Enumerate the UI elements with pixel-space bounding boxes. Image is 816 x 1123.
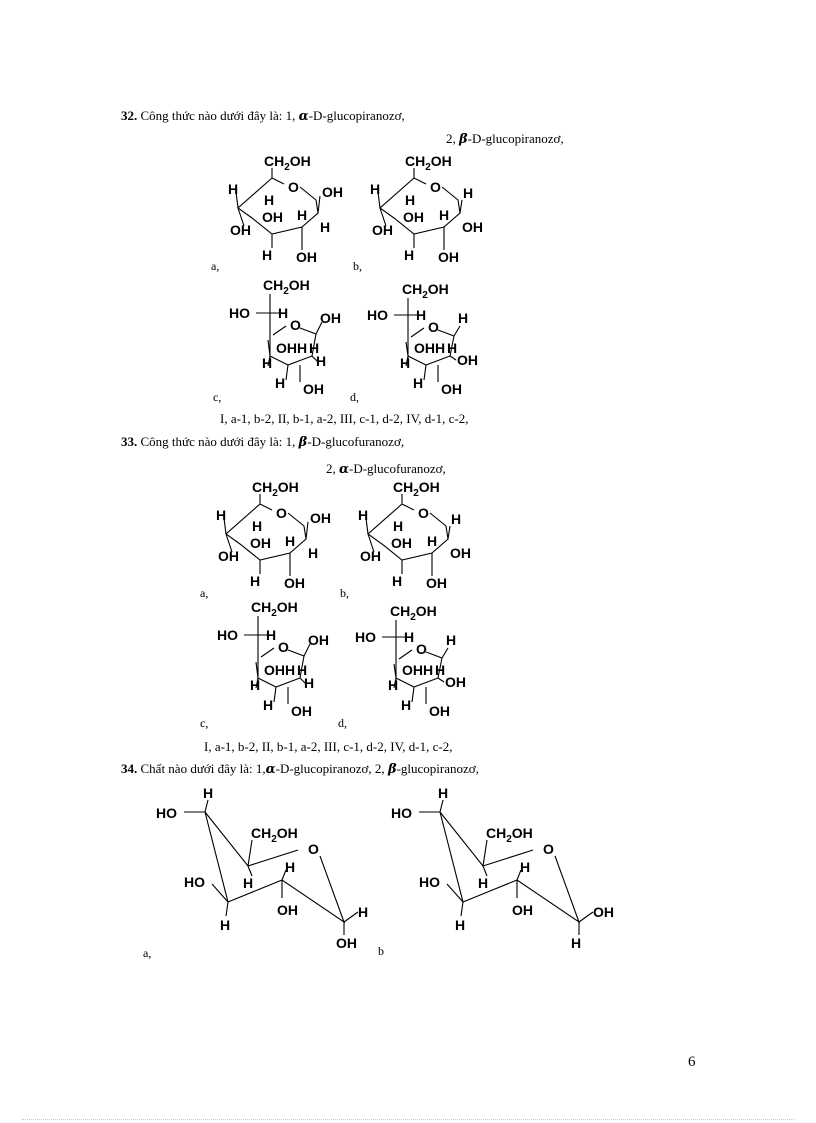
oh-label: OH bbox=[230, 222, 251, 238]
oh-label: OH bbox=[284, 575, 305, 591]
ch2oh-label: $CH_2OH$ bbox=[264, 153, 311, 173]
q33-greek-1: β bbox=[298, 435, 308, 450]
h-label: H bbox=[264, 192, 275, 208]
h-label: H bbox=[220, 917, 231, 933]
oh-label: OH bbox=[360, 548, 381, 564]
oh-label: OH bbox=[445, 674, 466, 690]
h-label: H bbox=[455, 917, 466, 933]
h-label: H bbox=[427, 533, 438, 549]
oh-label: OH bbox=[512, 902, 533, 918]
h-label: H bbox=[358, 507, 369, 523]
h-label: H bbox=[243, 875, 254, 891]
page-number: 6 bbox=[688, 1054, 696, 1070]
h-label: H bbox=[478, 875, 489, 891]
ch2oh-label: $CH_2OH$ bbox=[393, 479, 440, 499]
h-label: H bbox=[309, 340, 320, 356]
ring-oxygen: O bbox=[543, 841, 554, 857]
oh-label: OH bbox=[218, 548, 239, 564]
h-label: H bbox=[285, 533, 296, 549]
footer-divider bbox=[22, 1119, 794, 1120]
oh-label: OH bbox=[391, 535, 412, 551]
h-label: H bbox=[250, 677, 261, 693]
h-label: H bbox=[297, 662, 308, 678]
h-label: H bbox=[458, 310, 469, 326]
h-label: H bbox=[416, 307, 427, 323]
ho-label: HO bbox=[419, 874, 440, 890]
h-label: H bbox=[438, 785, 449, 801]
ring-oxygen: O bbox=[418, 505, 429, 521]
h-label: H bbox=[285, 859, 296, 875]
q32-label-a: a, bbox=[211, 259, 220, 273]
h-label: H bbox=[216, 507, 227, 523]
ring-oxygen: O bbox=[428, 319, 439, 335]
ring-oxygen: O bbox=[276, 505, 287, 521]
h-label: H bbox=[393, 518, 404, 534]
q32-greek-1: α bbox=[298, 109, 309, 124]
h-label: H bbox=[405, 192, 416, 208]
ch2oh-label: $CH_2OH$ bbox=[405, 153, 452, 173]
q32-label-b: b, bbox=[353, 259, 362, 273]
h-label: H bbox=[320, 219, 331, 235]
oh-label: OH bbox=[262, 209, 283, 225]
q33-text-3: 2, bbox=[326, 461, 336, 476]
ch2oh-label: $CH_2OH$ bbox=[251, 599, 298, 619]
q33-text-4: -D-glucofuranozơ, bbox=[349, 461, 446, 476]
q34-label-a: a, bbox=[143, 946, 152, 960]
q33-label-c: c, bbox=[200, 716, 209, 730]
h-label: H bbox=[404, 247, 415, 263]
ring-oxygen: O bbox=[308, 841, 319, 857]
q33-number: 33. bbox=[121, 434, 138, 449]
ch2oh-label: $CH_2OH$ bbox=[486, 825, 533, 845]
h-label: H bbox=[451, 511, 462, 527]
oh-label: OH bbox=[303, 381, 324, 397]
ch2oh-label: $CH_2OH$ bbox=[252, 479, 299, 499]
ho-label: HO bbox=[391, 805, 412, 821]
ring-oxygen: O bbox=[290, 317, 301, 333]
h-label: H bbox=[447, 340, 458, 356]
h-label: H bbox=[316, 353, 327, 369]
h-label: H bbox=[388, 677, 399, 693]
oh-label: OH bbox=[462, 219, 483, 235]
ring-oxygen: O bbox=[288, 179, 299, 195]
oh-label: OH bbox=[429, 703, 450, 719]
q32-greek-2: β bbox=[459, 132, 468, 147]
ch2oh-label: $CH_2OH$ bbox=[402, 281, 449, 301]
q34-text-1: Chất nào dưới đây là: 1, bbox=[140, 761, 266, 776]
q33-label-b: b, bbox=[340, 586, 349, 600]
oh-label: OH bbox=[403, 209, 424, 225]
q32-label-c: c, bbox=[213, 390, 222, 404]
h-label: H bbox=[446, 632, 457, 648]
ch2oh-label: $CH_2OH$ bbox=[251, 825, 298, 845]
h-label: H bbox=[435, 662, 446, 678]
ohh-label: OHH bbox=[414, 340, 446, 356]
oh-label: OH bbox=[426, 575, 447, 591]
oh-label: OH bbox=[457, 352, 478, 368]
h-label: H bbox=[275, 375, 286, 391]
q32-text-1: Công thức nào dưới đây là: 1, bbox=[140, 108, 296, 123]
h-label: H bbox=[252, 518, 263, 534]
oh-label: OH bbox=[320, 310, 341, 326]
q34-greek-1: α bbox=[265, 762, 276, 777]
ho-label: HO bbox=[217, 627, 238, 643]
h-label: H bbox=[278, 305, 289, 321]
ho-label: HO bbox=[229, 305, 250, 321]
h-label: H bbox=[520, 859, 531, 875]
ring-oxygen: O bbox=[430, 179, 441, 195]
q33-label-d: d, bbox=[338, 716, 347, 730]
oh-label: OH bbox=[593, 904, 614, 920]
q32-text-2: -D-glucopiranozơ, bbox=[308, 108, 405, 123]
q32-answers: I, a-1, b-2, II, b-1, a-2, III, c-1, d-2, IV, d-1, c-2, bbox=[220, 411, 469, 426]
ch2oh-label: $CH_2OH$ bbox=[390, 603, 437, 623]
q32-number: 32. bbox=[121, 108, 138, 123]
ring-oxygen: O bbox=[278, 639, 289, 655]
oh-label: OH bbox=[441, 381, 462, 397]
h-label: H bbox=[370, 181, 381, 197]
h-label: H bbox=[358, 904, 369, 920]
oh-label: OH bbox=[296, 249, 317, 265]
q34-label-b: b bbox=[378, 944, 384, 958]
h-label: H bbox=[250, 573, 261, 589]
oh-label: OH bbox=[450, 545, 471, 561]
ohh-label: OHH bbox=[402, 662, 434, 678]
q33-answers: I, a-1, b-2, II, b-1, a-2, III, c-1, d-2, IV, d-1, c-2, bbox=[204, 739, 453, 754]
ohh-label: OHH bbox=[276, 340, 308, 356]
ch2oh-label: $CH_2OH$ bbox=[263, 277, 310, 297]
h-label: H bbox=[266, 627, 277, 643]
h-label: H bbox=[400, 355, 411, 371]
h-label: H bbox=[304, 675, 315, 691]
q34-text-2: -D-glucopiranozơ, 2, bbox=[275, 761, 385, 776]
q33-greek-2: α bbox=[339, 462, 350, 477]
h-label: H bbox=[439, 207, 450, 223]
h-label: H bbox=[262, 355, 273, 371]
oh-label: OH bbox=[250, 535, 271, 551]
ho-label: HO bbox=[156, 805, 177, 821]
h-label: H bbox=[308, 545, 319, 561]
h-label: H bbox=[228, 181, 239, 197]
oh-label: OH bbox=[308, 632, 329, 648]
h-label: H bbox=[297, 207, 308, 223]
h-label: H bbox=[392, 573, 403, 589]
ring-oxygen: O bbox=[416, 641, 427, 657]
q32-text-3: 2, bbox=[446, 131, 456, 146]
h-label: H bbox=[203, 785, 214, 801]
q33-text-2: -D-glucofuranozơ, bbox=[307, 434, 405, 449]
q34-text-3: -glucopiranozơ, bbox=[396, 761, 479, 776]
h-label: H bbox=[571, 935, 582, 951]
oh-label: OH bbox=[372, 222, 393, 238]
oh-label: OH bbox=[291, 703, 312, 719]
q34-number: 34. bbox=[121, 761, 138, 776]
q32-text-4: -D-glucopiranozơ, bbox=[467, 131, 564, 146]
oh-label: OH bbox=[277, 902, 298, 918]
ho-label: HO bbox=[184, 874, 205, 890]
q33-text-1: Công thức nào dưới đây là: 1, bbox=[140, 434, 296, 449]
h-label: H bbox=[401, 697, 412, 713]
q33-label-a: a, bbox=[200, 586, 209, 600]
ohh-label: OHH bbox=[264, 662, 296, 678]
q32-label-d: d, bbox=[350, 390, 359, 404]
h-label: H bbox=[404, 629, 415, 645]
oh-label: OH bbox=[322, 184, 343, 200]
q34-greek-2: β bbox=[387, 762, 397, 777]
oh-label: OH bbox=[310, 510, 331, 526]
oh-label: OH bbox=[438, 249, 459, 265]
h-label: H bbox=[413, 375, 424, 391]
h-label: H bbox=[263, 697, 274, 713]
ho-label: HO bbox=[355, 629, 376, 645]
ho-label: HO bbox=[367, 307, 388, 323]
oh-label: OH bbox=[336, 935, 357, 951]
h-label: H bbox=[262, 247, 273, 263]
h-label: H bbox=[463, 185, 474, 201]
